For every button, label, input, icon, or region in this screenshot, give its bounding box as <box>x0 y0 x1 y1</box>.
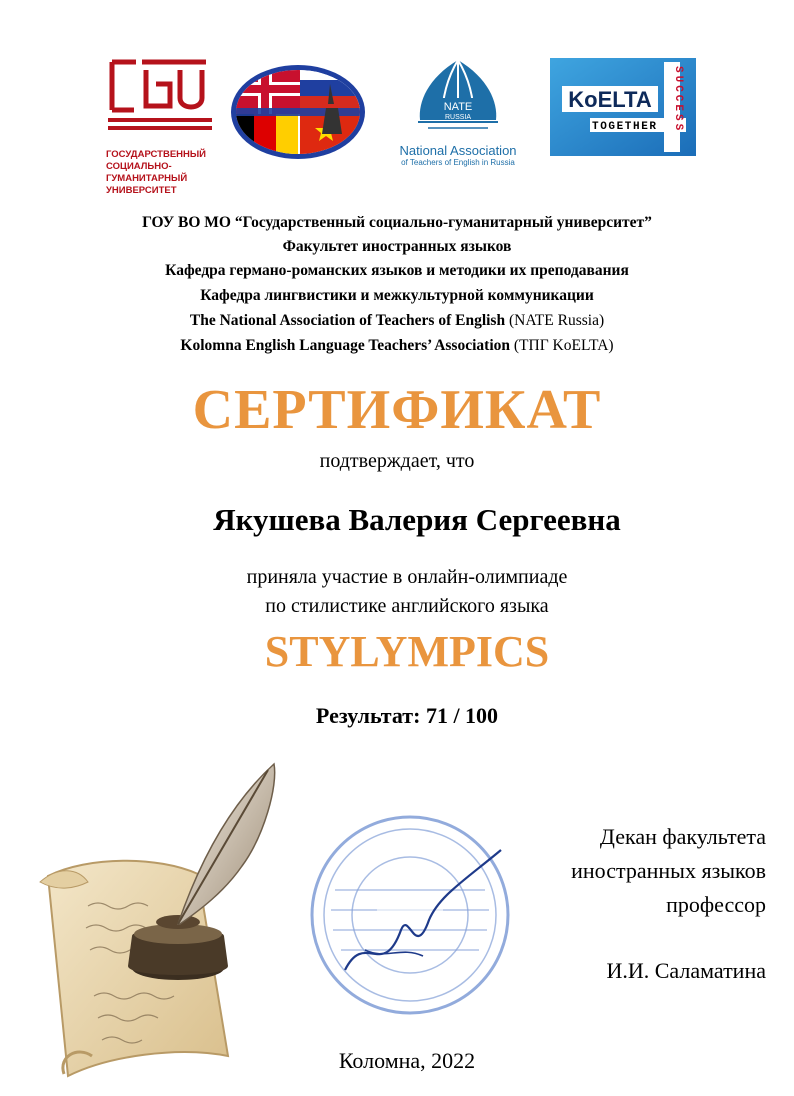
nate-logo-line: National Association <box>399 143 517 158</box>
signature-title-3: профессор <box>666 892 766 917</box>
faculty-logo <box>230 64 366 160</box>
signature-name: И.И. Саламатина <box>606 958 766 983</box>
header-line-department-1: Кафедра германо-романских языков и методики их преподавания <box>165 262 629 279</box>
header-line-koelta <box>0 337 794 355</box>
quill-scroll-illustration <box>28 756 318 1086</box>
gsgu-emblem-icon <box>106 58 216 138</box>
nate-russia-logo <box>388 58 528 182</box>
signature-title-2: иностранных языков <box>571 858 766 883</box>
koelta-success-text: SUCCESS <box>672 66 684 134</box>
koelta-together-text: TOGETHER <box>592 121 658 133</box>
header-nate-normal: (NATE Russia) <box>508 312 605 329</box>
header-line-faculty: Факультет иностранных языков <box>282 238 512 255</box>
header-line-university: ГОУ ВО МО “Государственный социально-гуманитарный университет” <box>142 214 652 231</box>
gsgu-university-logo <box>106 58 216 200</box>
koelta-logo <box>550 58 696 156</box>
place-year: Коломна, 2022 <box>338 1048 476 1073</box>
header-koelta-normal: (ТПГ KoELTA) <box>513 337 614 354</box>
stamp-seal-icon <box>305 810 515 1020</box>
gsgu-logo-line: ГУМАНИТАРНЫЙ <box>106 173 188 184</box>
nate-dome-icon <box>388 58 528 138</box>
gsgu-logo-line: ГОСУДАРСТВЕННЫЙ <box>106 149 207 160</box>
header-line-nate <box>0 312 794 330</box>
result-score: Результат: 71 / 100 <box>315 703 499 728</box>
event-name: STYLYMPICS <box>264 627 550 676</box>
participation-text-1: приняла участие в онлайн-олимпиаде <box>246 566 568 588</box>
confirms-text: подтверждает, что <box>319 450 475 472</box>
official-stamp <box>305 810 515 1020</box>
recipient-name: Якушева Валерия Сергеевна <box>213 502 621 537</box>
participation-text-2: по стилистике английского языка <box>265 595 549 617</box>
certificate-title: СЕРТИФИКАТ <box>192 379 602 441</box>
gsgu-logo-line: УНИВЕРСИТЕТ <box>106 185 177 196</box>
nate-dome-text: NATE <box>443 101 473 113</box>
koelta-name-text: KoELTA <box>568 87 652 112</box>
header-koelta-bold: Kolomna English Language Teachers’ Association <box>180 337 510 354</box>
nate-country-text: RUSSIA <box>444 114 472 121</box>
nate-logo-line: of Teachers of English in Russia <box>401 158 515 167</box>
gsgu-logo-line: СОЦИАЛЬНО- <box>106 161 172 172</box>
signature-title-1: Декан факультета <box>599 824 766 849</box>
header-line-department-2: Кафедра лингвистики и межкультурной коммуникации <box>200 287 594 304</box>
quill-icon <box>28 756 318 1086</box>
header-nate-bold: The National Association of Teachers of English <box>189 312 506 329</box>
